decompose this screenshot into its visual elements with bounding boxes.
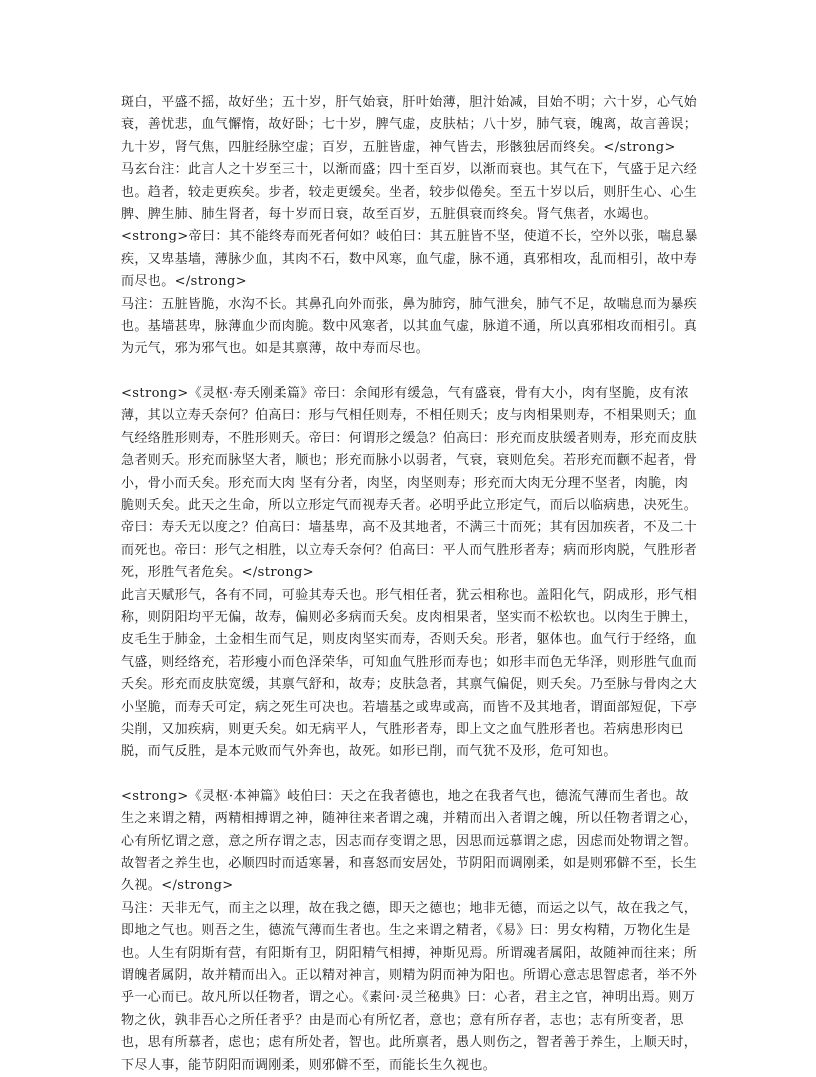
paragraph-spacer xyxy=(121,764,701,786)
paragraph-ma-commentary-3: 马注：天非无气，而主之以理，故在我之德，即天之德也；地非无德，而运之以气，故在我之气，即地之气也。则吾之生，德流气薄而生者也。生之来谓之精者，《易》曰：男女构精，万物化生是也。人生有阴斯有营，有阳斯有卫，阴阳精气相搏，神斯见焉。所谓魂者属阳，故随神而往来；所谓魄者属阴，故并精而出入。正以精对神言，则精为阴而神为阳也。所谓心意志思智虑者，举不外乎一心而已。故凡所以任物者，谓之心。《素问·灵兰秘典》曰：心者，君主之官，神明出焉。则万物之伙，孰非吾心之所任者乎？由是而心有所忆者，意也；意有所存者，志也；志有所变者，思也，思有所慕者，虑也；虑有所处者，智也。此所禀者，愚人则伤之，智者善于养生，上顺天时，下尽人事，能节阴阳而调刚柔，则邪僻不至，而能长生久视也。 xyxy=(121,900,698,1073)
paragraph-lingshu-benshen: <strong>《灵枢·本神篇》岐伯曰：天之在我者德也，地之在我者气也，德流气薄而生者也。故生之来谓之精，两精相搏谓之神，随神往来者谓之魂，并精而出入者谓之魄，所以任物者谓之心，心有所忆谓之意，意之所存谓之志，因志而存变谓之思，因思而远慕谓之虑，因虑而处物谓之智。故智者之养生也，必顺四时而适寒暑，和喜怒而安居处，节阴阳而调刚柔，如是则邪僻不至，长生久视。</strong> xyxy=(121,788,698,894)
paragraph-age-decline: 斑白，平盛不摇，故好坐；五十岁，肝气始衰，肝叶始薄，胆汁始减，目始不明；六十岁，心气始衰，善忧悲，血气懈惰，故好卧；七十岁，脾气虚，皮肤枯；八十岁，肺气衰，魄离，故言善误；九十岁，肾气焦，四脏经脉空虚；百岁，五脏皆虚，神气皆去，形骸独居而终矣。</strong> xyxy=(121,95,698,155)
paragraph-shouyao-commentary: 此言天赋形气，各有不同，可验其寿夭也。形气相任者，犹云相称也。盖阳化气，阴成形，形气相称，则阴阳均平无偏，故寿，偏则必多病而夭矣。皮肉相果者，坚实而不松软也。以肉生于脾土，皮毛生于肺金，土金相生而气足，则皮肉坚实而寿，否则夭矣。形者，躯体也。血气行于经络，血气盛，则经络充，若形瘦小而色泽荣华，可知血气胜形而寿也；如形丰而色无华泽，则形胜气血而夭矣。形充而皮肤宽缓，其禀气舒和，故寿；皮肤急者，其禀气偏促，则夭矣。乃至脉与骨肉之大小坚脆，而寿夭可定，病之死生可决也。若墙基之或卑或高，而皆不及其地者，谓面部短促，下亭尖削，又加疾病，则更夭矣。如无病平人，气胜形者寿，即上文之血气胜形者也。若病患形肉已脱，而气反胜，是本元败而气外奔也，故死。如形已削，而气犹不及形，危可知也。 xyxy=(121,587,698,760)
document-page xyxy=(121,92,701,1077)
paragraph-lingshu-shouyao: <strong>《灵枢·寿夭刚柔篇》帝曰：余闻形有缓急，气有盛衰，骨有大小，肉有坚脆，皮有浓薄，其以立寿夭奈何？伯高曰：形与气相任则寿，不相任则夭；皮与肉相果则寿，不相果则夭；血气经络胜形则寿，不胜形则夭。帝曰：何谓形之缓急？伯高曰：形充而皮肤缓者则寿，形充而皮肤急者则夭。形充而脉坚大者，顺也；形充而脉小以弱者，气衰，衰则危矣。若形充而颧不起者，骨小，骨小而夭矣。形充而大肉 坚有分者，肉坚，肉坚则寿；形充而大肉无分理不坚者，肉脆，肉脆则夭矣。此天之生命，所以立形定气而视寿夭者。必明乎此立形定气，而后以临病患，决死生。帝曰：寿夭无以度之？伯高曰：墙基卑，高不及其地者，不满三十而死；其有因加疾者，不及二十而死也。帝曰：形气之相胜，以立寿夭奈何？伯高曰：平人而气胜形者寿；病而形肉脱，气胜形者死，形胜气者危矣。</strong> xyxy=(121,385,698,581)
paragraph-ma-commentary-1: 马玄台注：此言人之十岁至三十，以渐而盛；四十至百岁，以渐而衰也。其气在下，气盛于足六经也。趋者，较走更疾矣。步者，较走更缓矣。坐者，较步似倦矣。至五十岁以后，则肝生心、心生脾、脾生肺、肺生肾者，每十岁而日衰，故至百岁，五脏俱衰而终矣。肾气焦者，水竭也。 xyxy=(121,162,698,223)
paragraph-spacer xyxy=(121,361,701,383)
paragraph-early-death-question: <strong>帝曰：其不能终寿而死者何如？岐伯曰：其五脏皆不坚，使道不长，空外以张，喘息暴疾，又卑基墙，薄脉少血，其肉不石，数中风寒，血气虚，脉不通，真邪相攻，乱而相引，故中寿而尽也。</strong> xyxy=(121,229,698,290)
paragraph-ma-commentary-2: 马注：五脏皆脆，水沟不长。其鼻孔向外而张，鼻为肺窍，肺气泄矣，肺气不足，故喘息而为暴疾也。基墙甚卑，脉薄血少而肉脆。数中风寒者，以其血气虚，脉道不通，所以真邪相攻而相引。真为元气，邪为邪气也。如是其禀薄，故中寿而尽也。 xyxy=(121,296,698,357)
